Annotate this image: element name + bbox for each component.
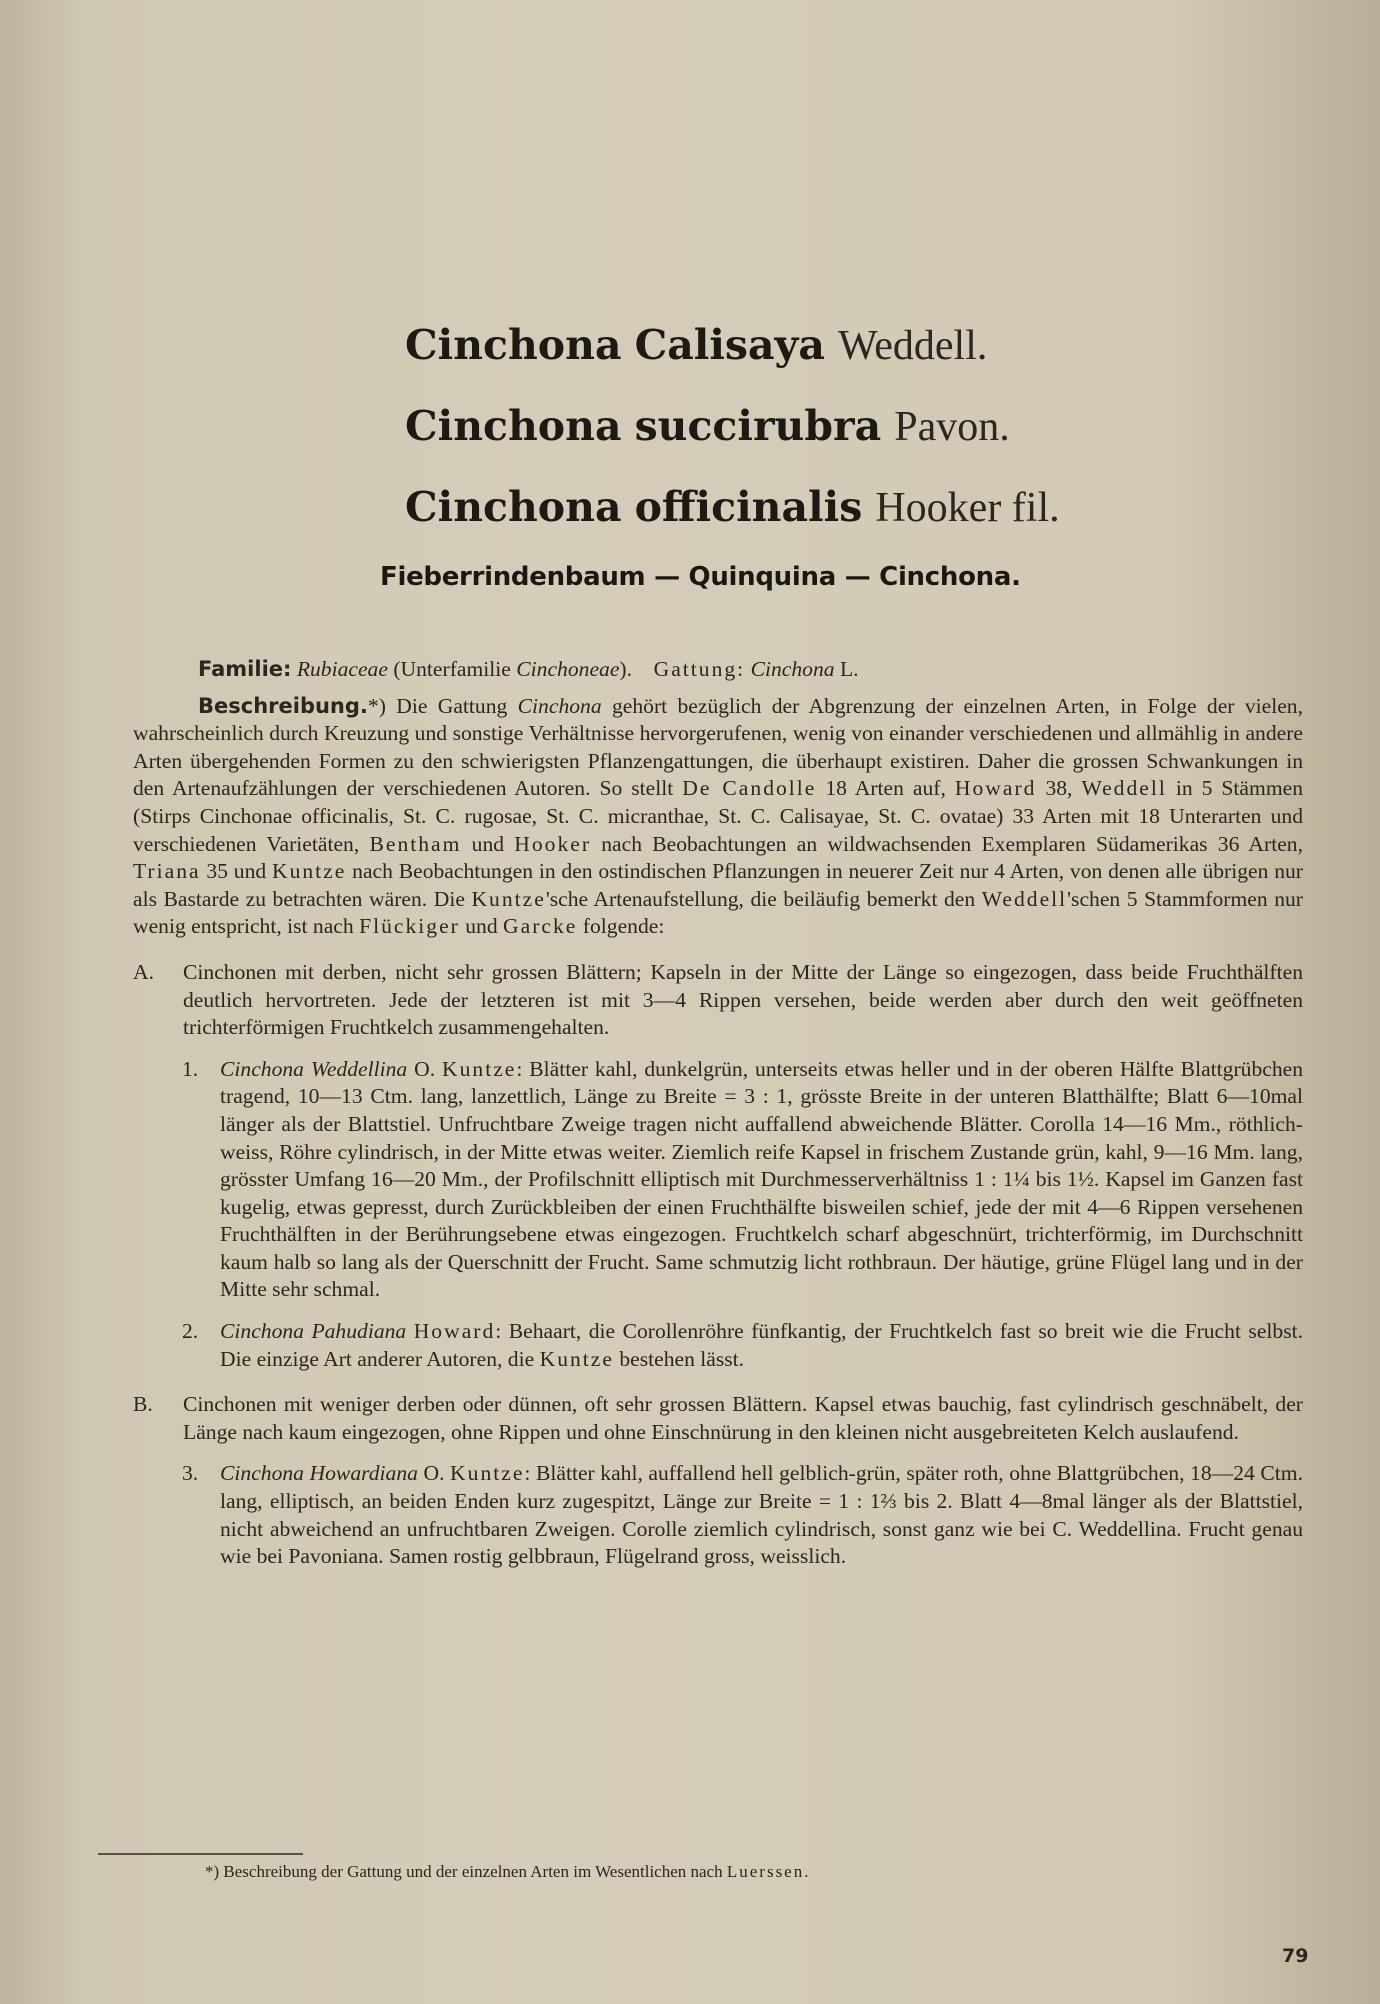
species-titles <box>405 305 1105 548</box>
section-b: B. Cinchonen mit weniger derben oder dünnen, oft sehr grossen Blättern. Kapsel etwas bauchig, fast cylindrisch geschnäbelt, der Länge nach kaum eingezogen, ohne Rippen und ohne Einschnürung in den kleinen nicht ausgebreiteten Kelch auslaufend. <box>133 1392 1303 1444</box>
title-calisaya: Cinchona Calisaya Weddell. <box>405 321 988 369</box>
footnote-divider <box>98 1853 303 1855</box>
family-line: Familie: Rubiaceae (Unterfamilie Cinchoneae). Gattung: Cinchona L. <box>198 657 859 681</box>
body-text <box>133 656 1303 1571</box>
species-item-pahudiana: 2. Cinchona Pahudiana Howard: Behaart, die Corollenröhre fünfkantig, der Fruchtkelch fast so breit wie die Frucht selbst. Die einzige Art anderer Autoren, die Kuntze bestehen lässt. <box>182 1319 1304 1371</box>
species-item-weddellina: 1. Cinchona Weddellina O. Kuntze: Blätter kahl, dunkelgrün, unterseits etwas heller und in der oberen Hälfte Blattgrübchen tragend, 10—13 Ctm. lang, lanzettlich, Länge zu Breite = 3 : 1, grösste Breite in der unteren Blatthälfte; Blatt 6—10mal länger als der Blattstiel. Unfruchtbare Zweige tragen nicht auffallend abweichende Blätter. Corolla 14—16 Mm., röthlich-weiss, Röhre cylindrisch, in der Mitte etwas weiter. Ziemlich reife Kapsel in frischem Zustande grün, kahl, 9—16 Mm. lang, grösster Umfang 16—20 Mm., der Profilschnitt elliptisch mit Durchmesserverhältniss 1 : 1¼ bis 1½. Kapsel im Ganzen fast kugelig, etwas gepresst, durch Zurückbleiben der einen Fruchthälfte bisweilen schief, jede der mit 4—6 Rippen versehenen Fruchthälften in der Berührungsebene etwas eingezogen. Fruchtkelch scharf abgeschnürt, trichterförmig, im Durchschnitt kaum halb so lang als der Querschnitt der Frucht. Same schmutzig licht rothbraun. Der häutige, grüne Flügel lang und in der Mitte sehr schmal. <box>182 1056 1304 1302</box>
show-through-text <box>270 0 1300 250</box>
species-item-howardiana: 3. Cinchona Howardiana O. Kuntze: Blätter kahl, auffallend hell gelblich-grün, später roth, ohne Blattgrübchen, 18—24 Ctm. lang, elliptisch, an beiden Enden kurz zugespitzt, Länge zur Breite = 1 : 1⅔ bis 2. Blatt 4—8mal länger als der Blattstiel, nicht abweichend an unfruchtbaren Zweigen. Corolle ziemlich cylindrisch, sonst ganz wie bei C. Weddellina. Frucht genau wie bei Pavoniana. Samen rostig gelbbraun, Flügelrand gross, weisslich. <box>182 1461 1303 1569</box>
common-names-subtitle: Fieberrindenbaum — Quinquina — Cinchona. <box>380 562 1021 592</box>
page-number: 79 <box>1282 1945 1309 1967</box>
section-a: A. Cinchonen mit derben, nicht sehr grossen Blättern; Kapseln in der Mitte der Länge so eingezogen, dass beide Fruchthälften deutlich hervortreten. Jede der letzteren ist mit 3—4 Rippen versehen, beide werden aber durch den weit geöffneten trichterförmigen Fruchtkelch zusammengehalten. <box>133 959 1303 1040</box>
title-succirubra: Cinchona succirubra Pavon. <box>405 402 1010 450</box>
description-paragraph: Beschreibung.*) Die Gattung Cinchona gehört bezüglich der Abgrenzung der einzelnen Arten, in Folge der vielen, wahrscheinlich durch Kreuzung und sonstige Verhältnisse hervorgerufenen, wenig von einander verschiedenen und allmählig in andere Arten übergehenden Formen zu den schwierigsten Pflanzengattungen, die überhaupt existiren. Daher die grossen Schwankungen in den Artenaufzählungen der verschiedenen Autoren. So stellt De Candolle 18 Arten auf, Howard 38, Weddell in 5 Stämmen (Stirps Cinchonae officinalis, St. C. rugosae, St. C. micranthae, St. C. Calisayae, St. C. ovatae) 33 Arten mit 18 Unterarten und verschiedenen Varietäten, Bentham und Hooker nach Beobachtungen an wildwachsenden Exemplaren Südamerikas 36 Arten, Triana 35 und Kuntze nach Beobachtungen in den ostindischen Pflanzungen in neuerer Zeit nur 4 Arten, von denen alle übrigen nur als Bastarde zu betrachten wären. Die Kuntze'sche Artenaufstellung, die beiläufig bemerkt den Weddell'schen 5 Stammformen nur wenig entspricht, ist nach Flückiger und Garcke folgende: <box>133 693 1303 939</box>
title-officinalis: Cinchona officinalis Hooker fil. <box>405 483 1060 531</box>
footnote: *) Beschreibung der Gattung und der einzelnen Arten im Wesentlichen nach Luerssen. <box>205 1862 809 1881</box>
